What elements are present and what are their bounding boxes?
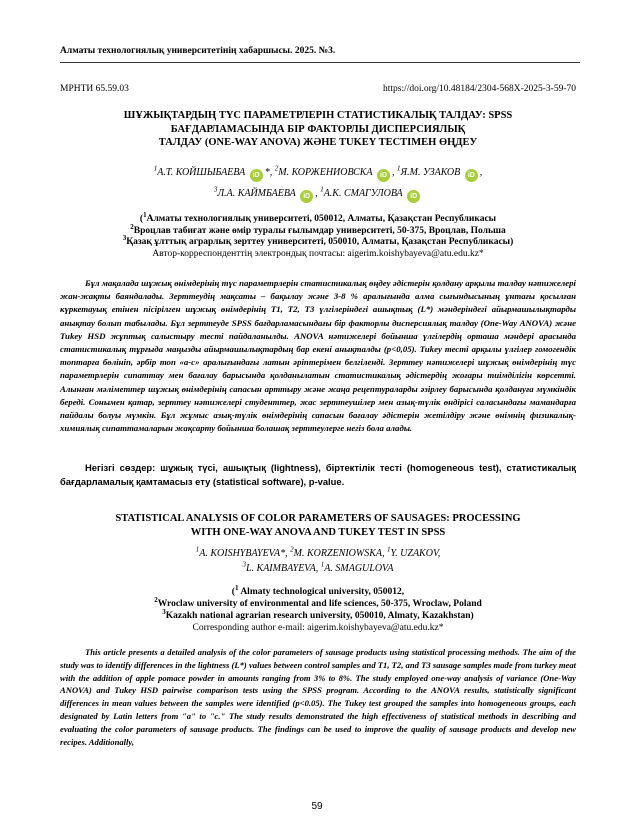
- en-authors-line: [60, 561, 576, 576]
- en-title-line: STATISTICAL ANALYSIS OF COLOR PARAMETERS OF SAUSAGES: PROCESSING: [115, 513, 521, 524]
- author: $^2$М. КОРЖЕНИОВСКА: [274, 164, 373, 178]
- kz-keywords: Негізгі сөздер: шұжық түсі, ашықтық (lightness), біртектілік тесті (homogeneous test), статистикалық бағдарламалық қамтамасыз ету (statistical software), p-value.: [60, 462, 576, 487]
- en-abstract: This article presents a detailed analysis of the color parameters of sausage products using statistical processing methods. The aim of the study was to identify differences in the lightness (L*) values between control samples and T1, T2, and T3 sausage samples made from turkey meat with the addition of apple pomace powder in amounts ranging from 3% to 8%. The study employed one-way analysis of variance (One-Way ANOVA) and Tukey HSD pairwise comparison tests using the SPSS program. According to the ANOVA results, statistically significant differences in mean values between the samples were identified (p<0.05). The Tukey test grouped the samples into homogeneous groups, each designated by Latin letters from "a" to "c." The study results demonstrated the high effectiveness of statistical methods in describing and evaluating the color parameters of sausage products. The findings can be used to improve the quality of sausage products and develop new recipes. Additionally,: [60, 647, 576, 747]
- author: $^1$Я.М. УЗАКОВ: [397, 164, 461, 178]
- en-title-line: WITH ONE-WAY ANOVA AND TUKEY TEST IN SPSS: [190, 526, 446, 538]
- orcid-icon[interactable]: iD: [407, 190, 420, 203]
- kz-title: [60, 109, 576, 150]
- author: $^1$A. SMAGULOVA: [320, 560, 394, 574]
- identifier-line: [60, 84, 576, 94]
- kz-authors-line: $^1$А.Т. КОЙШЫБАЕВА iD *, $^2$М. КОРЖЕНИОВСКА iD , $^1$Я.М. УЗАКОВ iD ,: [60, 162, 576, 183]
- journal-header: Алматы технологиялық университетінің хабаршысы. 2025. №3.: [60, 46, 336, 56]
- orcid-icon[interactable]: iD: [300, 190, 313, 203]
- doi-link[interactable]: https://doi.org/10.48184/2304-568X-2025-3-59-70: [383, 84, 576, 94]
- author: $^1$А.К. СМАГУЛОВА: [320, 185, 403, 199]
- affiliation: ($^1$ Almaty technological university, 050012,: [231, 583, 405, 597]
- affiliation: $^2$Wroclaw university of environmental and life sciences, 50-375, Wroclaw, Poland: [154, 595, 482, 609]
- kz-title-line: ТАЛДАУ (ONE-WAY ANOVA) ЖӘНЕ TUKEY ТЕСТІМЕН ӨҢДЕУ: [158, 137, 478, 148]
- author: $^1$A. KOISHYBAYEVA*,: [195, 545, 291, 559]
- orcid-icon[interactable]: iD: [377, 169, 390, 182]
- affiliation: ($^1$Алматы технологиялық университеті, 050012, Алматы, Қазақстан Республикасы: [139, 210, 497, 224]
- header-divider: [60, 62, 580, 63]
- en-title: [60, 512, 576, 539]
- author: $^3$L. KAIMBAYEVA,: [242, 560, 321, 574]
- kz-abstract: Бұл мақалада шұжық өнімдерінің түс параметрлерін статистикалық өңдеу әдістерін қолдану арқылы талдау нәтижелері жан-жақты баяндалады. Зерттеудің мақсаты – бақылау және 3-8 % аралығында алма сығындысының ұнтағы қосылған күркетауық етінен пісірілген шұжық өнімдерінің Т1, Т2, Т3 үлгілеріндегі ашықтық (L*) мәндеріндегі айырмашылықтарды анықтау болып табылады. Бұл зерттеуде SPSS бағдарламасындағы бір факторлы дисперсиялық талдау (One-Way ANOVA) және Tukey HSD жұптық салыстыру тесті пайдаланылды. ANOVA нәтижелері бойынша үлгілердің орташа мәндері арасында статистикалық тұрғыда маңызды айырмашылықтардың бар екені анықталды (p<0,05). Tukey тесті арқылы үлгілер гомогендік топтарға бөлініп, әрбір топ «a-c» аралығындағы латын әріптерімен белгіленді. Зерттеу нәтижелері шұжық өнімдерінің түс параметрлерін сипаттау мен бағалау барысында қолданылатын статистикалық әдістердің жоғары тиімділігін көрсетті. Алынған мәліметтер шұжық өнімдерінің сапасын арттыру және жаңа рецептураларды әзірлеу барысында қолдануға мүмкіндік береді. Сонымен қатар, зерттеу нәтижелері студенттер, жас зерттеушілер мен азық-түлік өндірісі саласындағы мамандарға пайдалы болуы мүмкін. Бұл жұмыс азық-түлік өнімдерінің сапасын бағалау әдістерін жетілдіру және өнімнің физикалық-химиялық сипаттамаларын жақсарту бойынша болашақ зерттеулерге негіз бола алады.: [60, 278, 576, 434]
- affiliation: $^3$Қазақ ұлттық аграрлық зерттеу университеті, 050010, Алматы, Қазақстан Республикасы): [122, 233, 514, 247]
- author: $^1$А.Т. КОЙШЫБАЕВА: [153, 164, 246, 178]
- kz-title-line: ШҰЖЫҚТАРДЫҢ ТҮС ПАРАМЕТРЛЕРІН СТАТИСТИКАЛЫҚ ТАЛДАУ: SPSS: [123, 110, 513, 121]
- en-affiliations: [60, 583, 576, 634]
- author: $^1$Y. UZAKOV,: [387, 545, 441, 559]
- correspondence: Автор-корреспонденттің электрондық почтасы: aigerim.koishybayeva@atu.edu.kz*: [152, 248, 484, 259]
- affiliation: $^2$Вроцлав табиғат және өмір туралы ғылымдар университеті, 50-375, Вроцлав, Польша: [130, 222, 506, 236]
- affiliation: $^3$Kazakh national agrarian research university, 050010, Almaty, Kazakhstan): [162, 607, 474, 621]
- correspondence: Corresponding author e-mail: aigerim.koishybayeva@atu.edu.kz*: [192, 623, 444, 633]
- kz-authors: [60, 162, 576, 204]
- kz-affiliations: [60, 210, 576, 260]
- author: $^2$M. KORZENIOWSKA,: [290, 545, 388, 559]
- page-number: 59: [311, 801, 323, 812]
- en-authors: [60, 546, 576, 576]
- classification-code: МРНТИ 65.59.03: [60, 84, 129, 94]
- author: $^3$Л.А. КАЙМБАЕВА: [213, 185, 296, 199]
- orcid-icon[interactable]: iD: [465, 169, 478, 182]
- kz-title-line: БАҒДАРЛАМАСЫНДА БІР ФАКТОРЛЫ ДИСПЕРСИЯЛЫҚ: [170, 123, 466, 135]
- kz-authors-line: $^3$Л.А. КАЙМБАЕВА iD , $^1$А.К. СМАГУЛОВА iD: [60, 183, 576, 204]
- orcid-icon[interactable]: iD: [250, 169, 263, 182]
- en-authors-line: [60, 546, 576, 561]
